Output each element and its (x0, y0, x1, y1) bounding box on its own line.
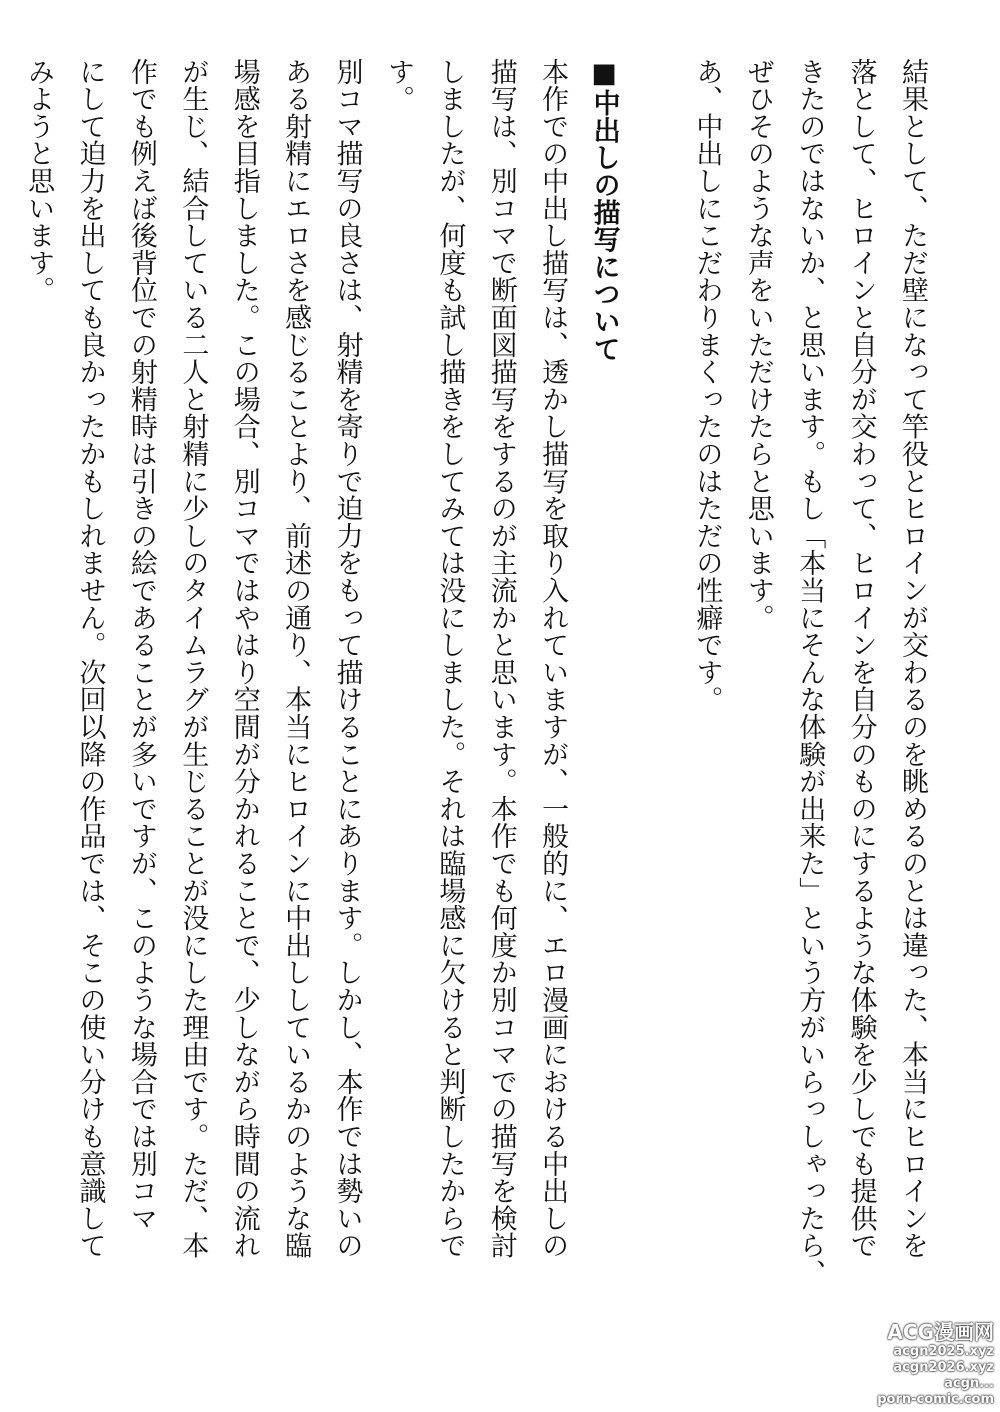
text-line: しましたが、何度も試し描きをしてみては没にしました。それは臨場感に欠けると判断したからで (434, 58, 466, 1260)
vertical-text-block (0, 58, 938, 1358)
paragraph-gap (0, 58, 13, 1358)
watermark-line: acgn... (944, 1376, 994, 1391)
watermark-line: porn-comic.com (877, 1392, 994, 1407)
watermark-title: ACG漫画网 (887, 1320, 994, 1344)
text-line: が生じ、結合している二人と射精に少しのタイムラグが生じることが没にした理由です。ただ、本 (177, 58, 209, 1260)
watermark-line: acgn2026.xyz (893, 1360, 994, 1375)
watermark-line: acgn2025.xyz (893, 1344, 994, 1359)
text-line: 結果として、ただ壁になって竿役とヒロインが交わるのを眺めるのとは違った、本当にヒロインを (897, 58, 928, 1260)
text-line: 場感を目指しました。この場合、別コマではやはり空間が分かれることで、少しながら時間の流れ (228, 58, 260, 1260)
text-line: 描写は、別コマで断面図描写をするのが主流かと思います。本作でも何度か別コマでの描写を検討 (485, 58, 517, 1260)
text-line: あ、中出しにこだわりまくったのはただの性癖です。 (691, 58, 723, 714)
text-line: みようと思います。 (23, 58, 55, 304)
text-line: ある射精にエロさを感じることより、前述の通り、本当にヒロインに中出ししているかのような臨 (280, 58, 312, 1260)
text-line: 本作での中出し描写は、透かし描写を取り入れていますが、一般的に、エロ漫画における中出しの (537, 58, 569, 1260)
watermark (869, 1320, 994, 1408)
section-heading: ■中出しの描写について (588, 58, 620, 363)
text-line: にして迫力を出しても良かったかもしれません。次回以降の作品では、そこの使い分けも意識して (74, 58, 106, 1260)
text-line: 別コマ描写の良さは、射精を寄りで迫力をもって描けることにあります。しかし、本作では勢いの (331, 58, 363, 1260)
text-line: す。 (382, 58, 414, 113)
text-line: きたのではないか、と思います。もし「本当にそんな体験が出来た」という方がいらっしゃったら、 (794, 58, 826, 1287)
text-line: 落として、ヒロインと自分が交わって、ヒロインを自分のものにするような体験を少しでも提供で (845, 58, 877, 1260)
text-line: 作でも例えば後背位での射精時は引きの絵であることが多いですが、このような場合では別コマ (125, 58, 157, 1232)
text-line: ぜひそのような声をいただけたらと思います。 (742, 58, 774, 632)
paragraph-gap (630, 58, 681, 1358)
